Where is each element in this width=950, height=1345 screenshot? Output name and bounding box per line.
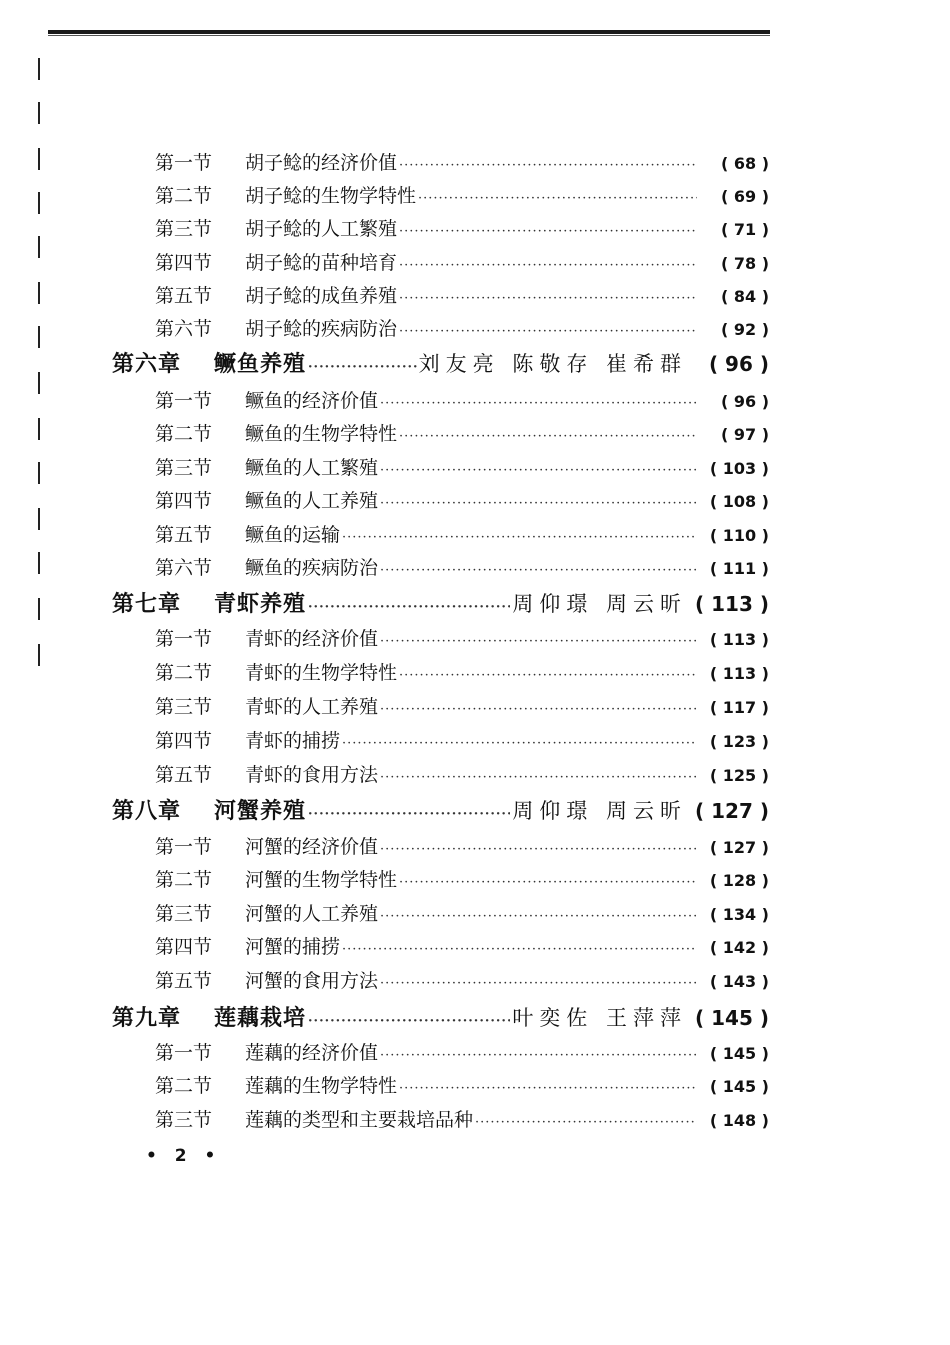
- section-title: 胡子鲶的苗种培育: [245, 252, 398, 274]
- toc-section-row[interactable]: [155, 453, 769, 480]
- page-reference: ( 134 ): [709, 905, 769, 924]
- section-number: 第二节: [155, 185, 213, 207]
- section-title: 胡子鲶的成鱼养殖: [245, 285, 398, 307]
- toc-section-row[interactable]: [155, 692, 769, 719]
- chapter-number: 第七章: [112, 591, 182, 617]
- section-number: 第三节: [155, 696, 213, 718]
- toc-section-row[interactable]: [155, 386, 769, 413]
- toc-section-row[interactable]: [155, 419, 769, 446]
- section-title: 鳜鱼的运输: [245, 524, 341, 546]
- chapter-title: 莲藕栽培: [214, 1005, 307, 1031]
- page-reference: ( 92 ): [720, 320, 769, 339]
- toc-section-row[interactable]: [155, 624, 769, 651]
- toc-section-row[interactable]: [155, 932, 769, 959]
- page-reference: ( 145 ): [695, 1006, 769, 1030]
- page-reference: ( 96 ): [720, 392, 769, 411]
- section-title: 青虾的人工养殖: [245, 696, 379, 718]
- chapter-authors: 叶奕佐 王萍萍: [512, 1006, 687, 1030]
- section-number: 第三节: [155, 903, 213, 925]
- dot-leader: [308, 807, 510, 822]
- toc-section-row[interactable]: [155, 760, 769, 787]
- section-title: 胡子鲶的经济价值: [245, 152, 398, 174]
- section-title: 河蟹的经济价值: [245, 836, 379, 858]
- page-reference: ( 113 ): [709, 630, 769, 649]
- page-reference: ( 142 ): [709, 938, 769, 957]
- section-title: 胡子鲶的人工繁殖: [245, 218, 398, 240]
- section-title: 鳜鱼的人工养殖: [245, 490, 379, 512]
- page-reference: ( 143 ): [709, 972, 769, 991]
- section-title: 鳜鱼的疾病防治: [245, 557, 379, 579]
- toc-section-row[interactable]: [155, 214, 769, 241]
- page-reference: ( 145 ): [709, 1044, 769, 1063]
- section-number: 第三节: [155, 218, 213, 240]
- page-reference: ( 84 ): [720, 287, 769, 306]
- chapter-title: 青虾养殖: [214, 591, 307, 617]
- section-number: 第五节: [155, 285, 213, 307]
- toc-section-row[interactable]: [155, 486, 769, 513]
- section-number: 第四节: [155, 490, 213, 512]
- section-number: 第四节: [155, 730, 213, 752]
- section-title: 青虾的食用方法: [245, 764, 379, 786]
- section-title: 青虾的经济价值: [245, 628, 379, 650]
- dot-leader: [308, 600, 510, 615]
- page-reference: ( 96 ): [708, 352, 769, 376]
- section-number: 第二节: [155, 869, 213, 891]
- page-reference: ( 128 ): [709, 871, 769, 890]
- toc-section-row[interactable]: [155, 1071, 769, 1098]
- section-title: 青虾的生物学特性: [245, 662, 398, 684]
- dot-leader: [380, 702, 697, 717]
- chapter-title: 鳜鱼养殖: [214, 351, 307, 377]
- dot-leader: [399, 668, 697, 683]
- page-reference: ( 111 ): [709, 559, 769, 578]
- chapter-number: 第六章: [112, 351, 182, 377]
- toc-chapter-row[interactable]: [112, 794, 769, 825]
- dot-leader: [380, 563, 697, 578]
- dot-leader: [342, 736, 697, 751]
- toc-section-row[interactable]: [155, 281, 769, 308]
- toc-section-row[interactable]: [155, 181, 769, 208]
- section-number: 第二节: [155, 662, 213, 684]
- toc-section-row[interactable]: [155, 658, 769, 685]
- page-reference: ( 113 ): [709, 664, 769, 683]
- section-number: 第一节: [155, 836, 213, 858]
- section-number: 第一节: [155, 390, 213, 412]
- section-number: 第六节: [155, 318, 213, 340]
- dot-leader: [342, 942, 697, 957]
- section-title: 莲藕的经济价值: [245, 1042, 379, 1064]
- section-number: 第四节: [155, 936, 213, 958]
- page-reference: ( 69 ): [720, 187, 769, 206]
- dot-leader: [399, 875, 697, 890]
- page-reference: ( 103 ): [709, 459, 769, 478]
- dot-leader: [475, 1115, 697, 1130]
- toc-section-row[interactable]: [155, 520, 769, 547]
- section-number: 第一节: [155, 152, 213, 174]
- dot-leader: [308, 1014, 510, 1029]
- page-number: • 2 •: [146, 1146, 222, 1166]
- section-number: 第二节: [155, 1075, 213, 1097]
- chapter-number: 第九章: [112, 1005, 182, 1031]
- dot-leader: [399, 158, 697, 173]
- page-reference: ( 97 ): [720, 425, 769, 444]
- dot-leader: [418, 191, 697, 206]
- section-title: 河蟹的人工养殖: [245, 903, 379, 925]
- page-reference: ( 71 ): [720, 220, 769, 239]
- section-number: 第三节: [155, 1109, 213, 1131]
- dot-leader: [399, 324, 697, 339]
- section-title: 鳜鱼的人工繁殖: [245, 457, 379, 479]
- section-title: 鳜鱼的经济价值: [245, 390, 379, 412]
- dot-leader: [380, 842, 697, 857]
- toc-chapter-row[interactable]: [112, 347, 769, 378]
- section-title: 莲藕的类型和主要栽培品种: [245, 1109, 474, 1131]
- page-reference: ( 113 ): [695, 592, 769, 616]
- page-reference: ( 127 ): [709, 838, 769, 857]
- toc-section-row[interactable]: [155, 1105, 769, 1132]
- toc-section-row[interactable]: [155, 865, 769, 892]
- section-title: 青虾的捕捞: [245, 730, 341, 752]
- toc-section-row[interactable]: [155, 148, 769, 175]
- section-number: 第一节: [155, 1042, 213, 1064]
- section-title: 鳜鱼的生物学特性: [245, 423, 398, 445]
- toc-section-row[interactable]: [155, 1038, 769, 1065]
- dot-leader: [399, 429, 697, 444]
- page-reference: ( 108 ): [709, 492, 769, 511]
- page-reference: ( 68 ): [720, 154, 769, 173]
- page-reference: ( 145 ): [709, 1077, 769, 1096]
- toc-section-row[interactable]: [155, 248, 769, 275]
- toc-section-row[interactable]: [155, 966, 769, 993]
- chapter-authors: 周仰璟 周云昕: [512, 592, 687, 616]
- section-title: 胡子鲶的疾病防治: [245, 318, 398, 340]
- page-reference: ( 123 ): [709, 732, 769, 751]
- page-reference: ( 127 ): [695, 799, 769, 823]
- dot-leader: [380, 1048, 697, 1063]
- dot-leader: [399, 224, 697, 239]
- toc-section-row[interactable]: [155, 553, 769, 580]
- section-number: 第五节: [155, 970, 213, 992]
- toc-chapter-row[interactable]: [112, 587, 769, 618]
- page-reference: ( 78 ): [720, 254, 769, 273]
- page-reference: ( 110 ): [709, 526, 769, 545]
- dot-leader: [380, 909, 697, 924]
- chapter-authors: 刘友亮 陈敬存 崔希群: [418, 352, 687, 376]
- section-number: 第四节: [155, 252, 213, 274]
- toc-section-row[interactable]: [155, 726, 769, 753]
- page-reference: ( 125 ): [709, 766, 769, 785]
- dot-leader: [342, 530, 697, 545]
- section-number: 第五节: [155, 524, 213, 546]
- section-title: 河蟹的生物学特性: [245, 869, 398, 891]
- section-number: 第五节: [155, 764, 213, 786]
- toc-section-row[interactable]: [155, 899, 769, 926]
- dot-leader: [380, 770, 697, 785]
- dot-leader: [380, 463, 697, 478]
- toc-chapter-row[interactable]: [112, 1001, 769, 1032]
- chapter-authors: 周仰璟 周云昕: [512, 799, 687, 823]
- page-reference: ( 117 ): [709, 698, 769, 717]
- dot-leader: [380, 496, 697, 511]
- section-title: 河蟹的捕捞: [245, 936, 341, 958]
- page-reference: ( 148 ): [709, 1111, 769, 1130]
- dot-leader: [380, 396, 697, 411]
- toc-section-row[interactable]: [155, 832, 769, 859]
- section-number: 第六节: [155, 557, 213, 579]
- section-number: 第三节: [155, 457, 213, 479]
- section-title: 莲藕的生物学特性: [245, 1075, 398, 1097]
- dot-leader: [380, 976, 697, 991]
- section-title: 河蟹的食用方法: [245, 970, 379, 992]
- dot-leader: [399, 291, 697, 306]
- section-number: 第二节: [155, 423, 213, 445]
- section-number: 第一节: [155, 628, 213, 650]
- section-title: 胡子鲶的生物学特性: [245, 185, 417, 207]
- chapter-title: 河蟹养殖: [214, 798, 307, 824]
- chapter-number: 第八章: [112, 798, 182, 824]
- dot-leader: [308, 360, 417, 375]
- dot-leader: [380, 634, 697, 649]
- dot-leader: [399, 1081, 697, 1096]
- toc-section-row[interactable]: [155, 314, 769, 341]
- dot-leader: [399, 258, 697, 273]
